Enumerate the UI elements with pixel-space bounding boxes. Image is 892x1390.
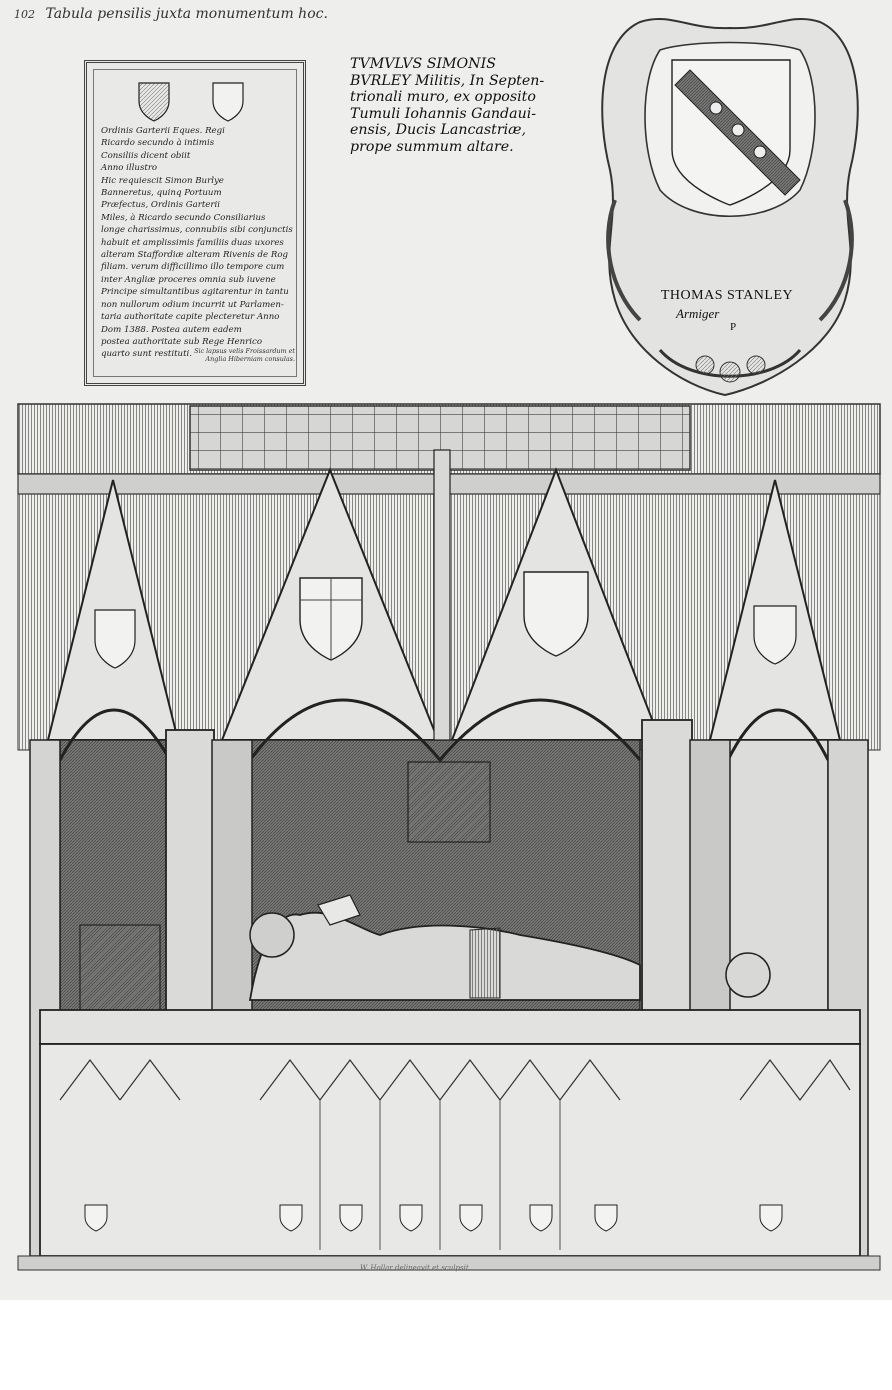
tablet-inscription: Ordinis Garterii Eques. Regi Ricardo secundo à intimis Consiliis dicent obiit Anno illustro Hic requiescit Simon Burlye Banneretus, quinq Portuum Præfectus, Ordinis Garterii Miles, à Ricardo secundo Consiliarius longe charissimus, connubiis sibi conjunctis habuit et amplissimis familiis duas uxores alteram Staffordiæ alteram Rivenis de Rog filiam. verum difficillimo illo tempore cum inter Angliæ proceres omnia sub iuvene Principe simultantibus agitarentur in tantu non nullorum odium incurrit ut Parlamen- taria authoritate capite plecteretur Anno Dom 1388. Postea autem eadem postea authoritate sub Rege Henrico quarto sunt restituti. bbox=[101, 126, 293, 360]
tomb-architecture bbox=[18, 404, 880, 1270]
heraldry-subtitle: Armiger bbox=[676, 306, 720, 321]
heraldry-mark: P bbox=[730, 321, 737, 333]
heraldic-cartouche bbox=[602, 19, 858, 395]
tablet-signature: Sic lapsus velis Froissardum et Anglia Hiberniam consulas. bbox=[194, 347, 295, 363]
hanging-tablet bbox=[84, 60, 306, 386]
tablet-shields bbox=[135, 79, 245, 123]
header-caption: Tabula pensilis juxta monumentum hoc. bbox=[45, 6, 328, 22]
page-number: 102 bbox=[14, 8, 35, 21]
heraldry-name: THOMAS STANLEY bbox=[660, 288, 794, 303]
tomb-title: TVMVLVS SIMONIS BVRLEY Militis, In Septen- trionali muro, ex opposito Tumuli Iohannis Gandaui- ensis, Ducis Lancastriæ, prope summum altare. bbox=[350, 56, 545, 155]
engraver-credit: W. Hollar delineavit et sculpsit bbox=[360, 1264, 469, 1272]
